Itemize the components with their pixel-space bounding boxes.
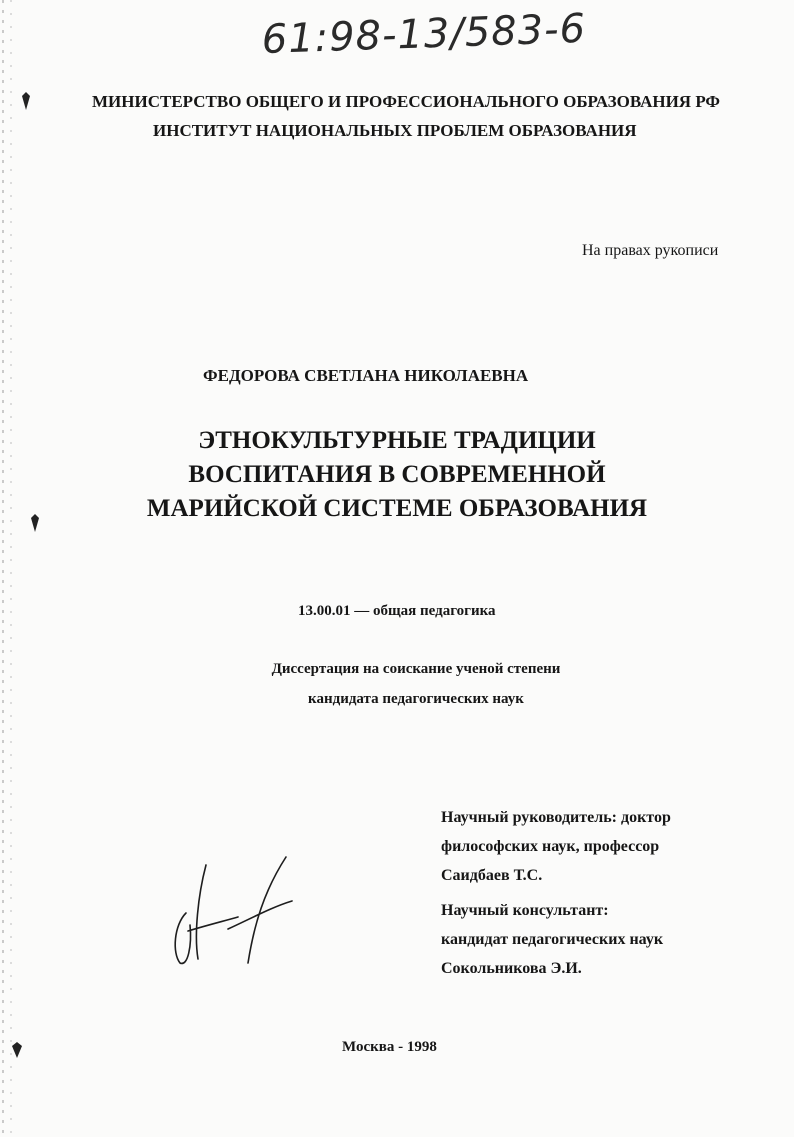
author-name: ФЕДОРОВА СВЕТЛАНА НИКОЛАЕВНА [203,366,529,385]
consultant-line: Научный консультант: [441,902,609,919]
signature-stroke [228,857,292,963]
supervisor-block [441,803,671,890]
ministry-name: МИНИСТЕРСТВО ОБЩЕГО И ПРОФЕССИОНАЛЬНОГО ОБРАЗОВАНИЯ РФ [92,92,721,111]
supervisor-line: Саидбаев Т.С. [441,867,543,884]
degree-line: Диссертация на соискание ученой степени [271,661,561,677]
scan-edge-artifacts [0,0,40,1137]
binding-hole-bottom [12,1042,22,1058]
dissertation-title [100,424,694,526]
city-year: Москва - 1998 [342,1039,437,1055]
supervisor-line: Научный руководитель: доктор [441,809,671,826]
consultant-line: кандидат педагогических наук [441,931,664,948]
title-line: ЭТНОКУЛЬТУРНЫЕ ТРАДИЦИИ [198,427,596,454]
binding-hole-middle [31,514,39,532]
institute-name: ИНСТИТУТ НАЦИОНАЛЬНЫХ ПРОБЛЕМ ОБРАЗОВАНИЯ [153,121,637,140]
degree-statement [233,654,599,714]
rights-note: На правах рукописи [582,242,719,259]
title-line: ВОСПИТАНИЯ В СОВРЕМЕННОЙ [188,461,606,488]
signature-stroke [188,865,238,959]
signature-stroke [175,913,190,963]
consultant-block [441,896,663,983]
handwritten-signature [168,855,308,975]
supervisor-line: философских наук, профессор [441,838,660,855]
specialty-code: 13.00.01 — общая педагогика [298,603,496,619]
archive-number-handwritten: 61:98-13/583-6 [261,5,587,64]
degree-line: кандидата педагогических наук [308,691,524,707]
title-line: МАРИЙСКОЙ СИСТЕМЕ ОБРАЗОВАНИЯ [146,495,648,522]
binding-hole-top [22,92,30,110]
consultant-line: Сокольникова Э.И. [441,960,582,977]
